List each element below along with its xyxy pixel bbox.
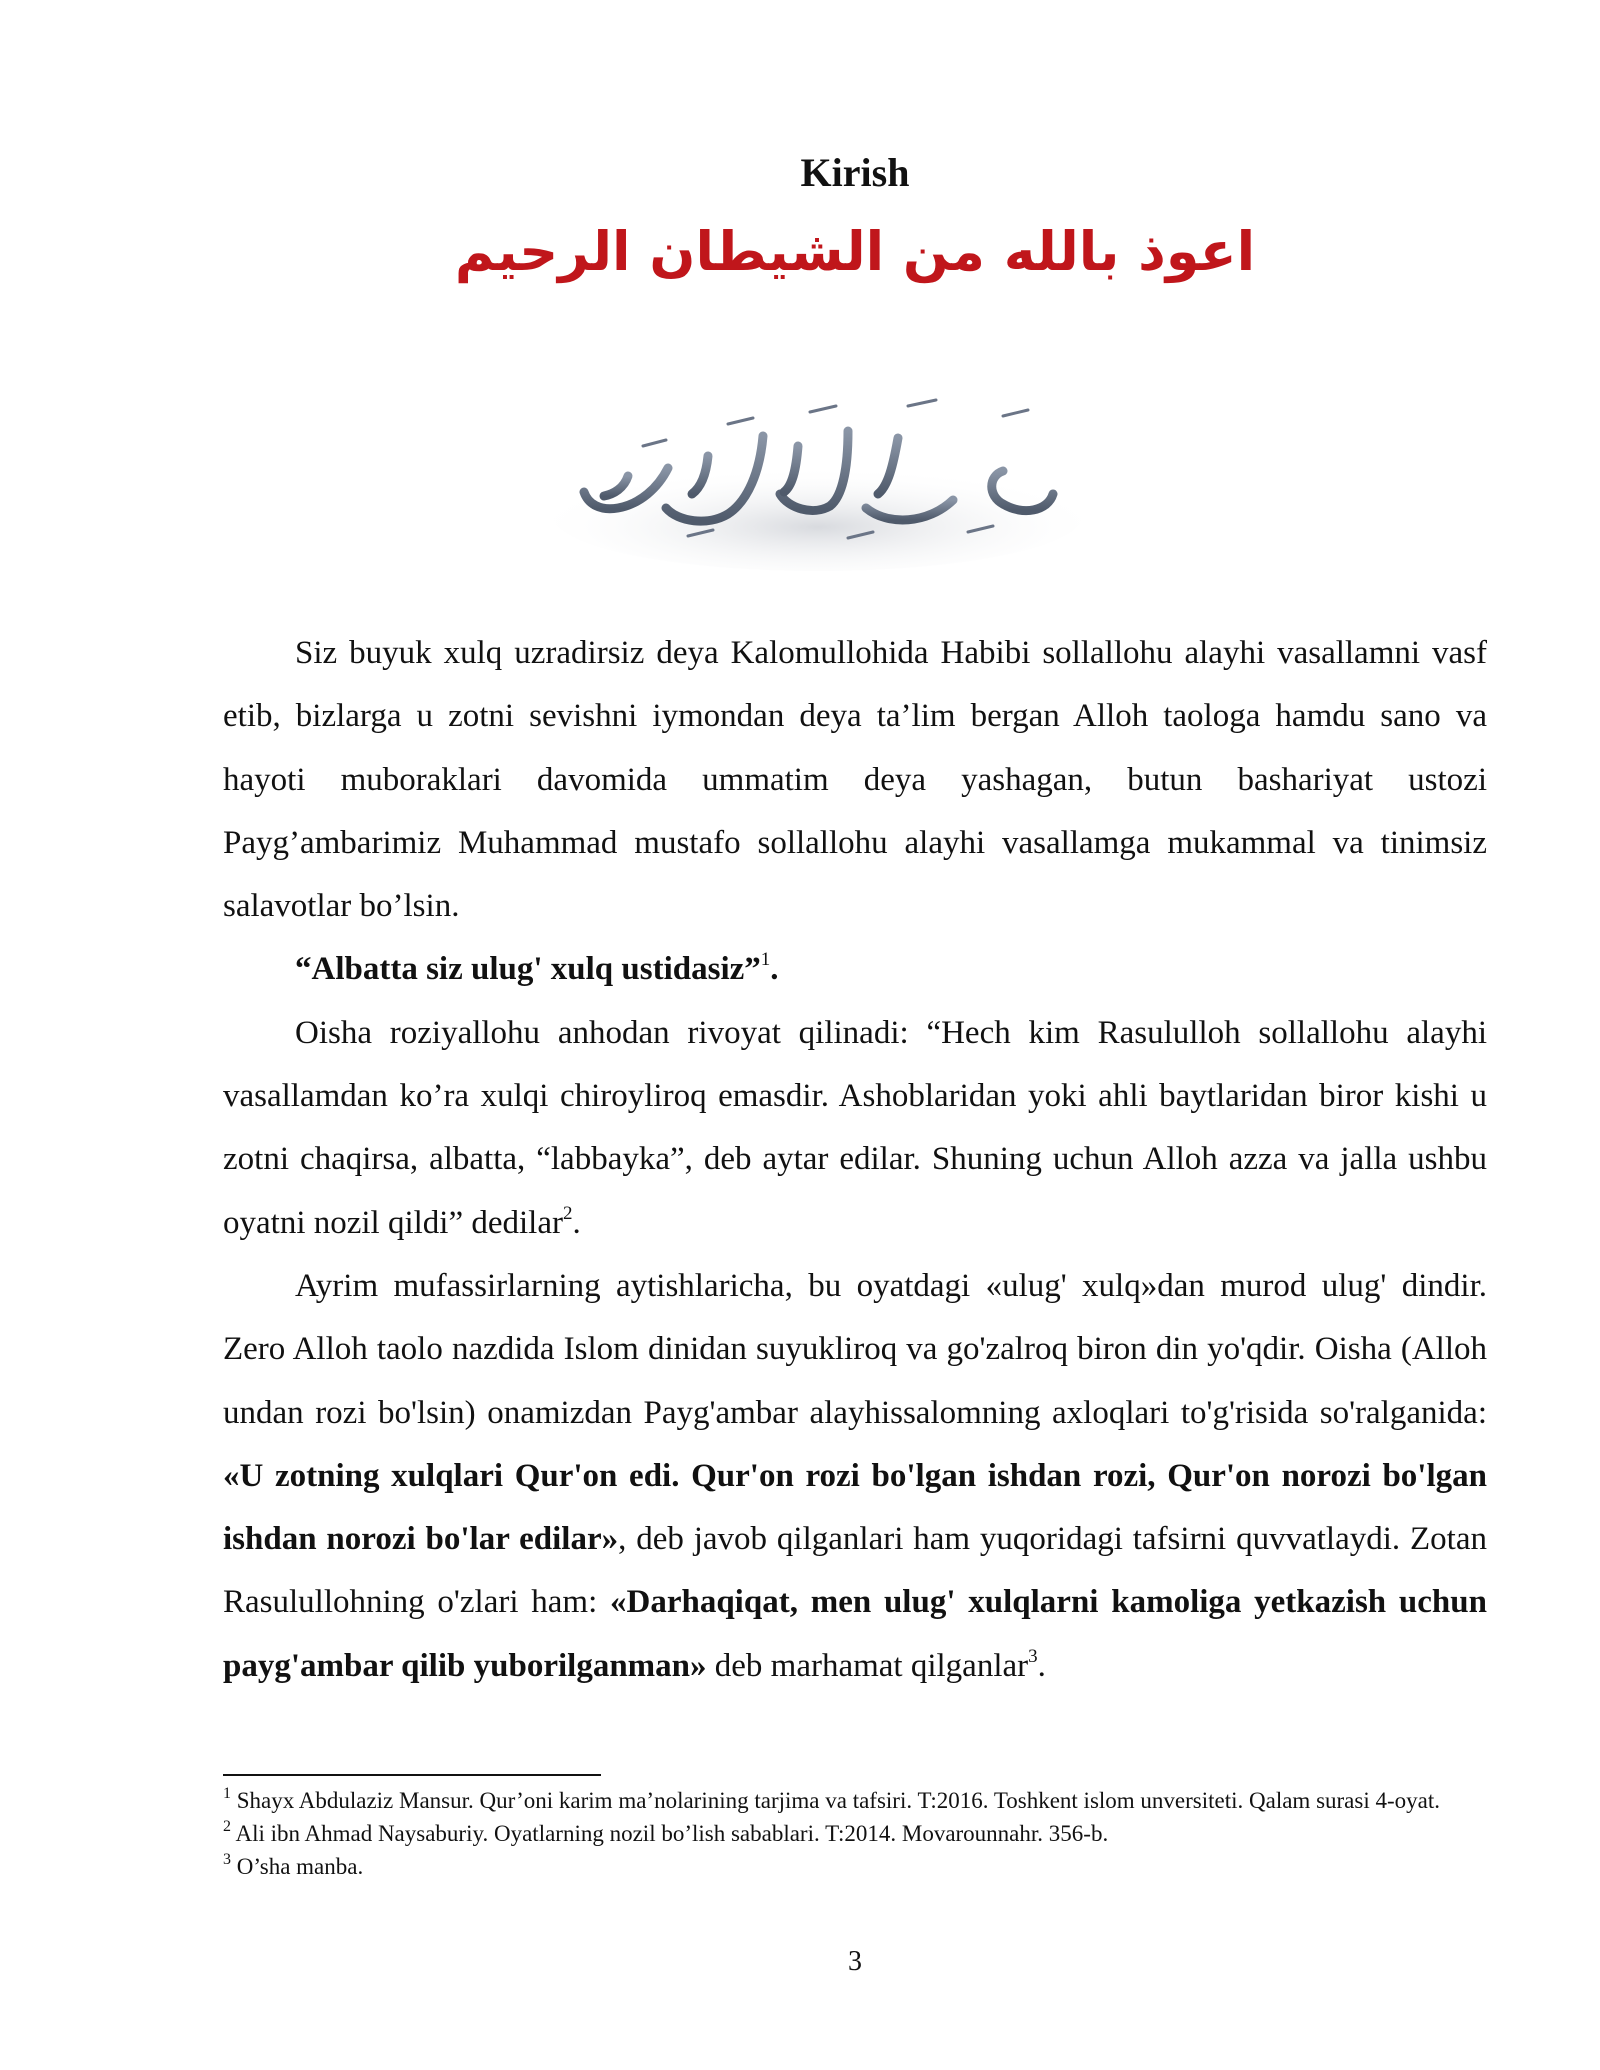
text-run: Oisha roziyallohu anhodan rivoyat qilinadi: “Hech kim Rasululloh sollallohu alayhi vasallamdan ko’ra xulqi chiroyliroq emasdir. Ashoblaridan yoki ahli baytlaridan biror kishi u zotni chaqirsa, albatta, “labbayka”, deb aytar edilar. Shuning uchun Alloh azza va jalla ushbu oyatni nozil qildi” dedilar <box>223 1014 1487 1241</box>
text-run: . <box>1037 1647 1046 1684</box>
bold-quote: «U zotning xulqlari Qur'on edi. Qur'on rozi bo'lgan ishdan rozi, Qur'on norozi bo'lgan ishdan norozi bo'lar edilar» <box>223 1457 1487 1558</box>
text-run: Ayrim mufassirlarning aytishlaricha, bu oyatdagi «ulug' xulq»dan murod ulug' dindir. Zero Alloh taolo nazdida Islom dinidan suyukliroq va go'zalroq biron din yo'qdir. Oisha (Alloh undan rozi bo'lsin) onamizdan Payg'ambar alayhissalomning axloqlari to'g'risida so'ralganida: <box>223 1267 1487 1431</box>
footnotes <box>223 1784 1495 1883</box>
footnote-reference: 2 <box>563 1202 573 1224</box>
footnote <box>223 1817 1495 1850</box>
paragraph <box>223 622 1487 938</box>
footnote-number: 1 <box>223 1785 231 1802</box>
text-run: , deb javob qilganlari ham yuqoridagi tafsirni quvvatlaydi. Zotan Rasulullohning o'zlari ham: <box>223 1521 1487 1621</box>
paragraph <box>223 938 1487 1001</box>
text-run: Siz buyuk xulq uzradirsiz deya Kalomullohida Habibi sollallohu alayhi vasallamni vasf etib, bizlarga u zotni sevishni iymondan deya ta’lim bergan Alloh taologa hamdu sano va hayoti muboraklari davomida ummatim deya yashagan, butun bashariyat ustozi Payg’ambarimiz Muhammad mustafo sollallohu alayhi vasallamga mukammal va tinimsiz salavotlar bo’lsin. <box>223 635 1487 925</box>
page-title: Kirish <box>800 150 910 195</box>
paragraph <box>223 1002 1487 1255</box>
body-text <box>223 622 1487 1698</box>
arabic-heading: اعوذ بالله من الشيطان الرحيم <box>454 220 1256 283</box>
bold-quote: . <box>770 951 779 988</box>
footnote-reference: 1 <box>760 949 771 971</box>
footnote-separator <box>223 1774 601 1776</box>
text-run: . <box>572 1204 581 1241</box>
bold-quote: “Albatta siz ulug' xulq ustidasiz” <box>295 951 761 988</box>
basmala-calligraphy-image <box>548 376 1088 576</box>
text-run: deb marhamat qilganlar <box>706 1647 1029 1684</box>
footnote-text: Ali ibn Ahmad Naysaburiy. Oyatlarning nozil bo’lish sabablari. T:2014. Movarounnahr. 356-b. <box>231 1821 1109 1846</box>
footnote <box>223 1850 1495 1883</box>
footnote-number: 2 <box>223 1818 231 1835</box>
footnote-reference: 3 <box>1028 1645 1038 1667</box>
paragraph <box>223 1255 1487 1698</box>
footnote-number: 3 <box>223 1851 231 1868</box>
footnote-text: Shayx Abdulaziz Mansur. Qur’oni karim ma’nolarining tarjima va tafsiri. T:2016. Toshkent islom unversiteti. Qalam surasi 4-oyat. <box>231 1788 1440 1813</box>
footnote-text: O’sha manba. <box>231 1854 364 1879</box>
bold-quote: «Darhaqiqat, men ulug' xulqlarni kamoliga yetkazish uchun payg'ambar qilib yuborilganman» <box>223 1584 1487 1684</box>
footnote <box>223 1784 1495 1817</box>
page-number: 3 <box>848 1946 862 1977</box>
